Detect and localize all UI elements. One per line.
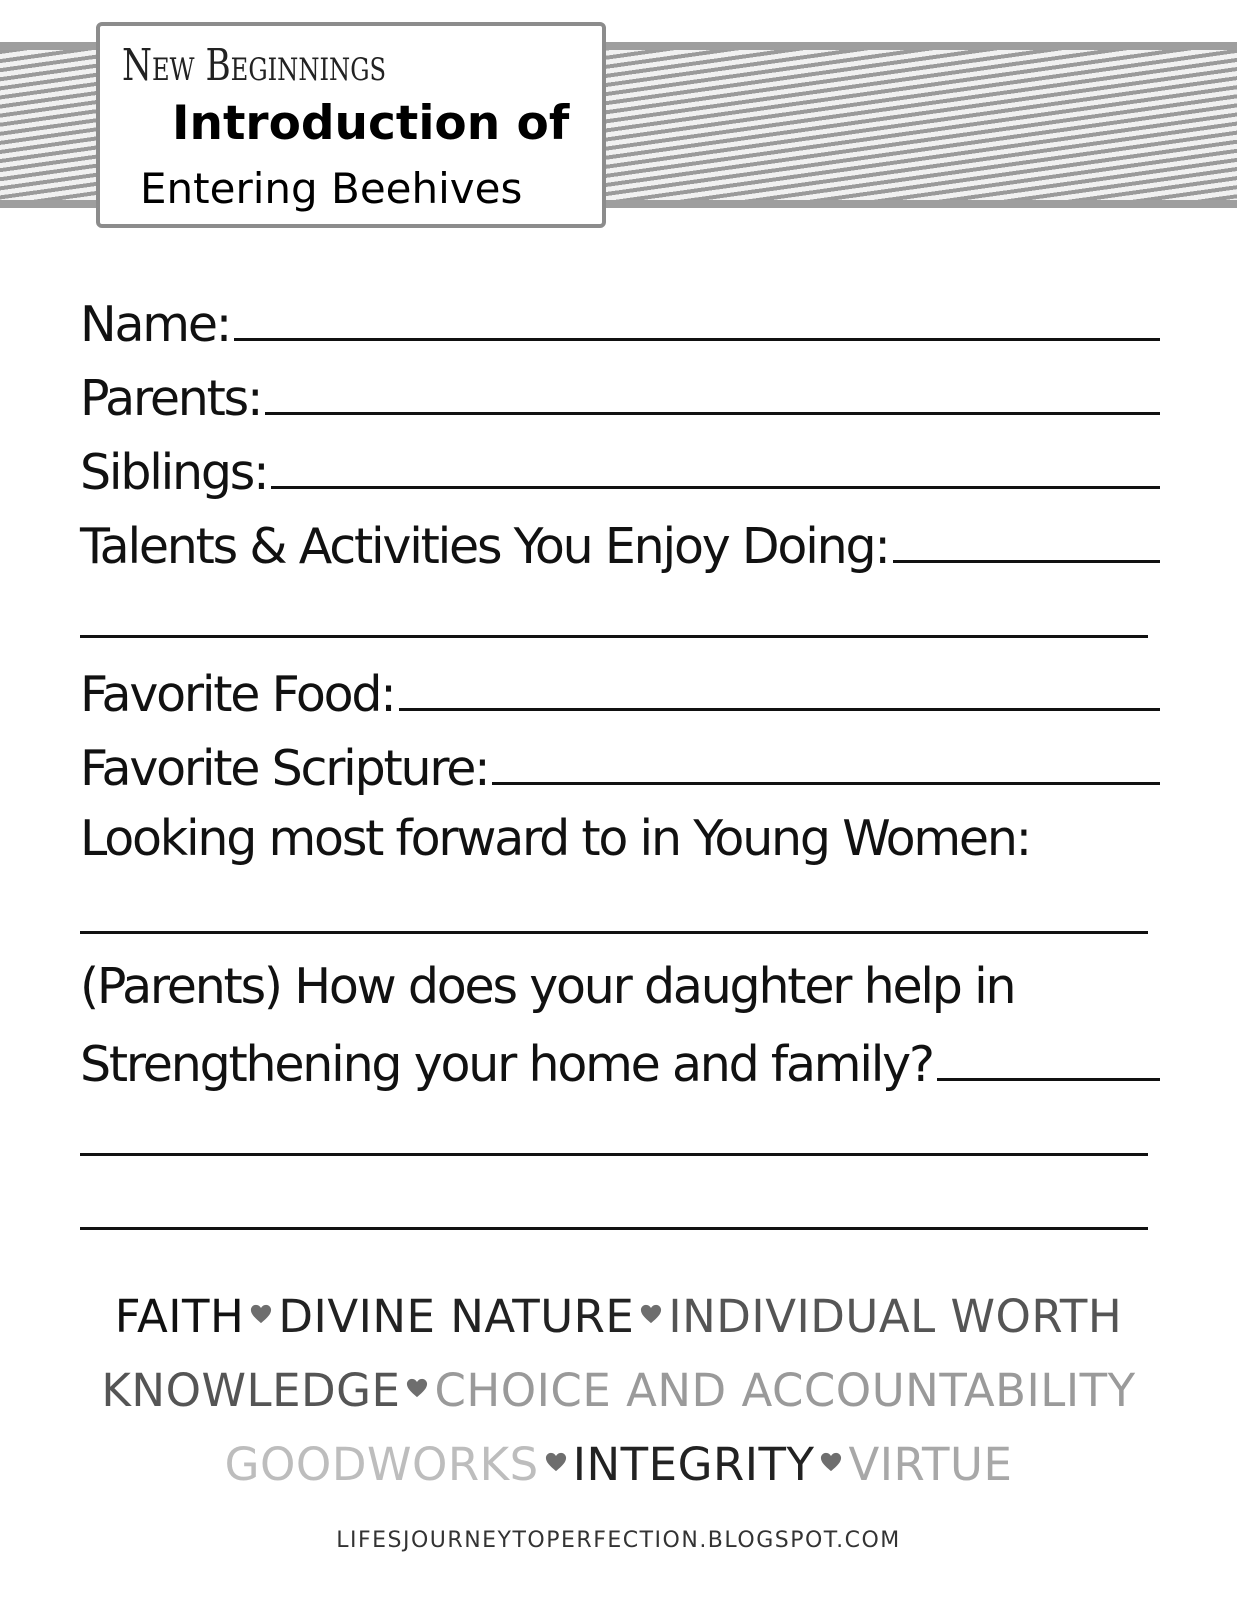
answer-blank[interactable] bbox=[492, 728, 1160, 785]
answer-blank[interactable] bbox=[234, 284, 1160, 341]
form-label: Looking most forward to in Young Women: bbox=[80, 810, 1030, 867]
heart-icon bbox=[640, 1303, 662, 1325]
form-label: Siblings: bbox=[80, 444, 268, 501]
form-field bbox=[80, 358, 1160, 432]
value-word: INDIVIDUAL WORTH bbox=[668, 1290, 1123, 1343]
header-subtitle: Entering Beehives bbox=[140, 164, 523, 213]
value-word: FAITH bbox=[114, 1290, 245, 1343]
heart-icon bbox=[406, 1377, 428, 1399]
answer-blank[interactable] bbox=[271, 432, 1160, 489]
value-word: GOODWORKS bbox=[224, 1438, 539, 1491]
value-word: KNOWLEDGE bbox=[101, 1364, 401, 1417]
header-kicker: New Beginnings bbox=[122, 40, 387, 91]
values-row bbox=[0, 1428, 1237, 1502]
values-row bbox=[0, 1280, 1237, 1354]
answer-blank[interactable] bbox=[937, 1024, 1160, 1081]
footer-url: LIFESJOURNEYTOPERFECTION.BLOGSPOT.COM bbox=[336, 1528, 901, 1553]
form-label: Strengthening your home and family? bbox=[80, 1036, 933, 1093]
blank-rule bbox=[80, 1227, 1148, 1230]
form-label: Talents & Activities You Enjoy Doing: bbox=[80, 518, 889, 575]
form-label: (Parents) How does your daughter help in bbox=[80, 958, 1015, 1015]
blank-rule bbox=[80, 931, 1148, 934]
form-question bbox=[80, 950, 1160, 1024]
values-list bbox=[0, 1280, 1237, 1502]
values-row bbox=[0, 1354, 1237, 1428]
answer-blank[interactable] bbox=[893, 506, 1160, 563]
form-field bbox=[80, 728, 1160, 802]
form-field bbox=[80, 432, 1160, 506]
form-label: Name: bbox=[80, 296, 231, 353]
blank-rule bbox=[80, 1153, 1148, 1156]
heart-icon bbox=[820, 1451, 842, 1473]
heart-icon bbox=[545, 1451, 567, 1473]
form-field bbox=[80, 654, 1160, 728]
form-label: Favorite Food: bbox=[80, 666, 395, 723]
value-word: DIVINE NATURE bbox=[278, 1290, 635, 1343]
answer-blank[interactable] bbox=[265, 358, 1160, 415]
heart-icon bbox=[250, 1303, 272, 1325]
form-label: Favorite Scripture: bbox=[80, 740, 489, 797]
value-word: VIRTUE bbox=[848, 1438, 1013, 1491]
title-box bbox=[96, 22, 606, 228]
form-field bbox=[80, 1024, 1160, 1098]
blank-line[interactable] bbox=[80, 876, 1160, 950]
form-field bbox=[80, 284, 1160, 358]
value-word: CHOICE AND ACCOUNTABILITY bbox=[434, 1364, 1136, 1417]
blank-line[interactable] bbox=[80, 1172, 1160, 1246]
value-word: INTEGRITY bbox=[572, 1438, 815, 1491]
form-question bbox=[80, 802, 1160, 876]
questionnaire-form bbox=[80, 284, 1160, 1246]
blank-line[interactable] bbox=[80, 580, 1160, 654]
blank-line[interactable] bbox=[80, 1098, 1160, 1172]
blank-rule bbox=[80, 635, 1148, 638]
form-label: Parents: bbox=[80, 370, 262, 427]
form-field bbox=[80, 506, 1160, 580]
header-title: Introduction of bbox=[172, 96, 570, 151]
answer-blank[interactable] bbox=[399, 654, 1160, 711]
